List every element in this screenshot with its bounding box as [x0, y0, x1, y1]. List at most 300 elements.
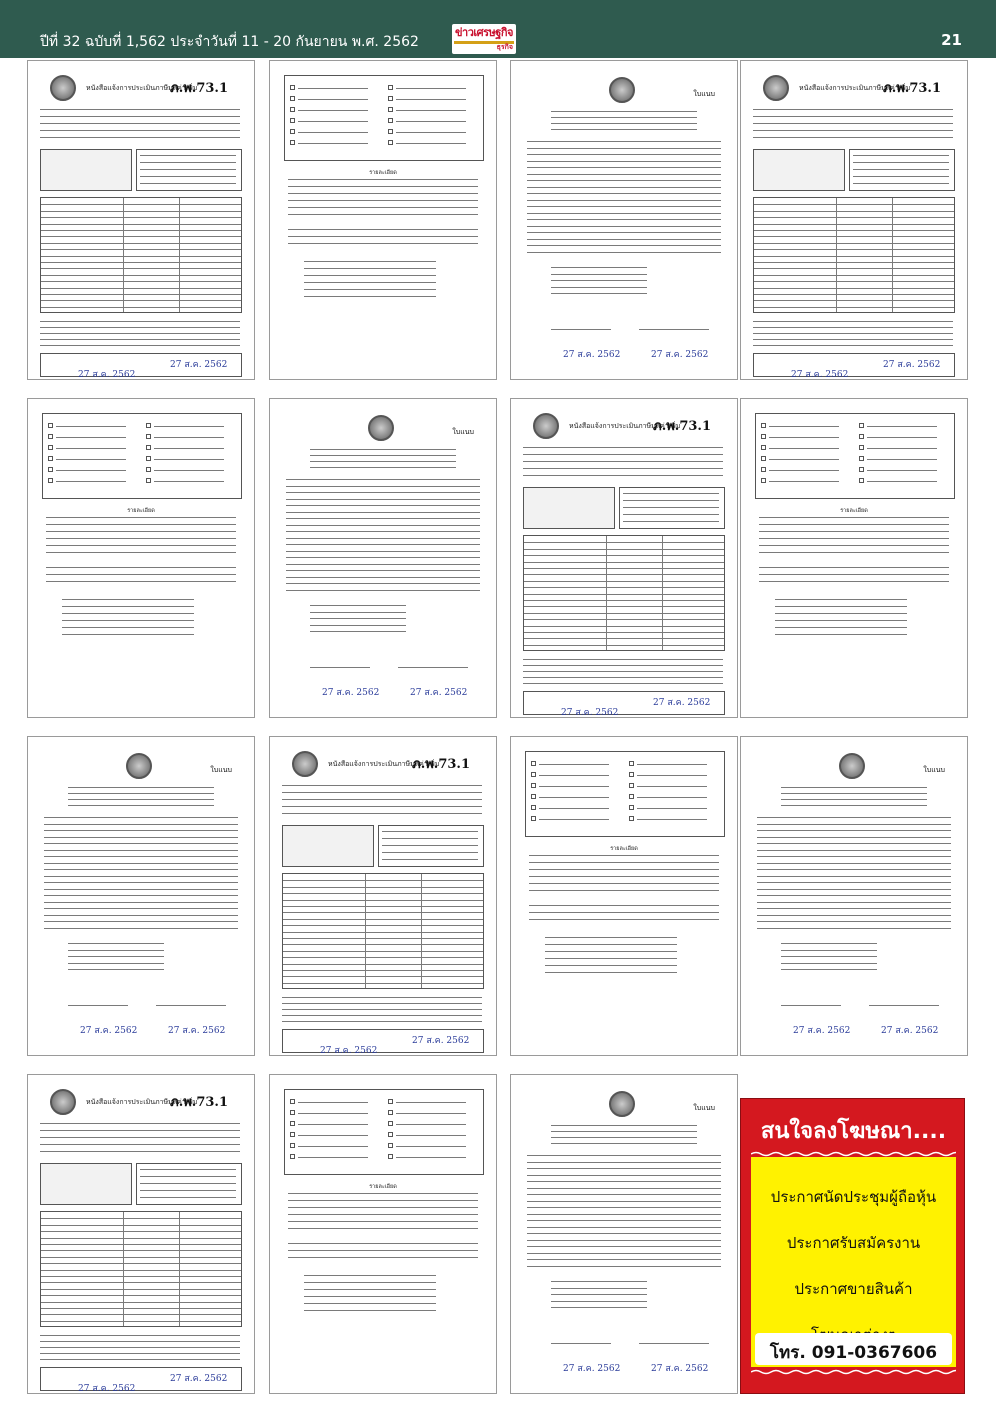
sign-date: 27 ส.ค. 2562: [563, 350, 621, 360]
amount-line: [310, 605, 406, 606]
checkbox: [531, 805, 536, 810]
footer-line: [753, 321, 953, 322]
table-row: [41, 307, 241, 308]
list-line: [304, 268, 436, 269]
form-title: หนังสือแจ้งการประเมินภาษีมูลค่าเพิ่ม: [799, 84, 911, 92]
sign-date: 27 ส.ค. 2562: [78, 370, 136, 380]
info-line: [140, 1190, 236, 1191]
body-line: [529, 855, 719, 856]
section-header: รายละเอียด: [369, 1184, 397, 1190]
seal-emblem: [292, 751, 318, 777]
table-row: [41, 1270, 241, 1271]
info-line: [853, 169, 949, 170]
checkbox-label: [396, 132, 466, 133]
checkbox: [388, 129, 393, 134]
header-line: [282, 806, 482, 807]
header-line: [40, 1144, 240, 1145]
info-line: [382, 845, 478, 846]
footer-line: [40, 1347, 240, 1348]
body-line: [44, 889, 238, 890]
body-line: [286, 577, 480, 578]
body-line: [527, 154, 721, 155]
seal-emblem: [368, 415, 394, 441]
list-line: [304, 1289, 436, 1290]
checkbox: [48, 456, 53, 461]
checkbox: [388, 1099, 393, 1104]
table-row: [41, 243, 241, 244]
table-row: [754, 236, 954, 237]
info-line: [623, 507, 719, 508]
checkbox-label: [867, 437, 937, 438]
table-row: [524, 594, 724, 595]
table-row: [754, 307, 954, 308]
body-line: [288, 207, 478, 208]
footer-line: [523, 659, 723, 660]
table-row: [283, 893, 483, 894]
checkbox-label: [539, 797, 609, 798]
table-row: [754, 249, 954, 250]
body-line: [46, 531, 236, 532]
table-row: [41, 211, 241, 212]
body-line: [286, 512, 480, 513]
checkbox: [48, 467, 53, 472]
table-row: [41, 230, 241, 231]
seal-emblem: [609, 77, 635, 103]
checkbox: [388, 118, 393, 123]
body-line: [527, 1188, 721, 1189]
body-line: [286, 557, 480, 558]
checkbox-label: [298, 1102, 368, 1103]
table-row: [283, 925, 483, 926]
table-row: [754, 204, 954, 205]
table-row: [41, 1289, 241, 1290]
table-row: [41, 1282, 241, 1283]
checkbox: [859, 456, 864, 461]
info-line: [382, 852, 478, 853]
title-line: [781, 793, 927, 794]
info-line: [853, 183, 949, 184]
info-line: [140, 1176, 236, 1177]
seal-emblem: [533, 413, 559, 439]
body-line: [44, 902, 238, 903]
checkbox: [629, 805, 634, 810]
header-line: [753, 130, 953, 131]
signature-line: [869, 1005, 939, 1006]
table-row: [41, 1314, 241, 1315]
info-line: [623, 514, 719, 515]
checkbox-label: [769, 470, 839, 471]
title-line: [551, 123, 697, 124]
logo-text: ข่าวเศรษฐกิจ: [455, 26, 513, 39]
checkbox-label: [298, 132, 368, 133]
checkbox-label: [298, 110, 368, 111]
info-line: [140, 162, 236, 163]
body-line: [44, 830, 238, 831]
amount-line: [781, 956, 877, 957]
info-line: [140, 183, 236, 184]
table-col: [123, 1212, 124, 1326]
signature-line: [639, 329, 709, 330]
seal-emblem: [50, 75, 76, 101]
checkbox-label: [396, 1135, 466, 1136]
body-line: [46, 581, 236, 582]
table-row: [41, 262, 241, 263]
form-title: หนังสือแจ้งการประเมินภาษีมูลค่าเพิ่ม: [569, 422, 681, 430]
body-line: [44, 882, 238, 883]
header-line: [523, 447, 723, 448]
body-line: [46, 524, 236, 525]
body-line: [44, 908, 238, 909]
tax-notice-page: [269, 398, 497, 718]
body-line: [527, 148, 721, 149]
list-line: [304, 1296, 436, 1297]
checkbox-label: [298, 88, 368, 89]
body-line: [288, 186, 478, 187]
checkbox: [388, 85, 393, 90]
body-line: [529, 869, 719, 870]
amount-line: [551, 274, 647, 275]
advertisement: [740, 1098, 965, 1394]
table-row: [754, 224, 954, 225]
header-line: [40, 123, 240, 124]
body-line: [288, 236, 478, 237]
tax-notice-page: [510, 1074, 738, 1394]
checkbox: [290, 96, 295, 101]
tax-notice-page: [740, 398, 968, 718]
tax-table: [40, 197, 242, 313]
body-line: [44, 856, 238, 857]
amount-line: [310, 612, 406, 613]
checkbox-label: [298, 143, 368, 144]
checkbox-label: [396, 143, 466, 144]
info-line: [140, 1169, 236, 1170]
header-line: [753, 137, 953, 138]
table-row: [41, 300, 241, 301]
checkbox: [629, 772, 634, 777]
body-line: [288, 1243, 478, 1244]
form-code: ภ.พ.73.1: [883, 81, 941, 96]
body-line: [286, 518, 480, 519]
checkbox: [146, 434, 151, 439]
body-line: [288, 179, 478, 180]
signature-line: [551, 1343, 611, 1344]
header-line: [523, 468, 723, 469]
signature-line: [156, 1005, 226, 1006]
sign-date: 27 ส.ค. 2562: [412, 1036, 470, 1046]
sign-date: 27 ส.ค. 2562: [322, 688, 380, 698]
checkbox: [48, 423, 53, 428]
form-title: หนังสือแจ้งการประเมินภาษีมูลค่าเพิ่ม: [86, 1098, 198, 1106]
table-row: [41, 1231, 241, 1232]
table-row: [754, 243, 954, 244]
checkbox: [290, 129, 295, 134]
table-row: [524, 619, 724, 620]
table-row: [41, 1218, 241, 1219]
list-line: [545, 958, 677, 959]
body-line: [44, 837, 238, 838]
checkbox-label: [56, 481, 126, 482]
section-header: รายละเอียด: [840, 508, 868, 514]
title-line: [551, 1137, 697, 1138]
ad-item: ประกาศรับสมัครงาน: [786, 1234, 921, 1252]
info-line: [853, 176, 949, 177]
footer-line: [40, 1359, 240, 1360]
ad-item: ประกาศขายสินค้า: [794, 1280, 913, 1298]
header-line: [523, 454, 723, 455]
header-line: [40, 1137, 240, 1138]
tax-table: [282, 873, 484, 989]
body-line: [527, 252, 721, 253]
info-line: [623, 500, 719, 501]
list-line: [304, 1275, 436, 1276]
body-line: [527, 1253, 721, 1254]
page-header: [0, 0, 996, 58]
checkbox: [761, 456, 766, 461]
body-line: [527, 1214, 721, 1215]
checkbox-label: [396, 110, 466, 111]
body-line: [527, 1181, 721, 1182]
footer-line: [40, 345, 240, 346]
body-line: [759, 538, 949, 539]
info-box: [40, 149, 132, 191]
body-line: [757, 850, 951, 851]
tax-notice-page: [27, 398, 255, 718]
body-line: [757, 863, 951, 864]
list-line: [62, 627, 194, 628]
body-line: [288, 1257, 478, 1258]
body-line: [759, 581, 949, 582]
amount-line: [551, 1288, 647, 1289]
table-row: [524, 600, 724, 601]
signature-line: [398, 667, 468, 668]
body-line: [527, 1194, 721, 1195]
body-line: [527, 1240, 721, 1241]
title-line: [781, 787, 927, 788]
body-line: [46, 574, 236, 575]
table-row: [524, 568, 724, 569]
body-line: [288, 229, 478, 230]
checkbox-label: [769, 437, 839, 438]
table-row: [41, 217, 241, 218]
checkbox: [629, 794, 634, 799]
body-line: [529, 862, 719, 863]
form-code: ภ.พ.73.1: [170, 81, 228, 96]
body-line: [527, 1259, 721, 1260]
body-line: [757, 869, 951, 870]
body-line: [527, 200, 721, 201]
body-line: [44, 869, 238, 870]
table-row: [41, 1276, 241, 1277]
seal-emblem: [50, 1089, 76, 1115]
header-line: [282, 785, 482, 786]
checkbox-label: [396, 88, 466, 89]
checkbox: [531, 761, 536, 766]
header-line: [753, 123, 953, 124]
table-row: [524, 581, 724, 582]
checkbox-label: [769, 481, 839, 482]
seal-emblem: [763, 75, 789, 101]
footer-line: [753, 327, 953, 328]
signature-line: [310, 667, 370, 668]
body-line: [757, 915, 951, 916]
body-line: [527, 141, 721, 142]
body-line: [288, 1221, 478, 1222]
table-row: [754, 288, 954, 289]
body-line: [286, 505, 480, 506]
checkbox-label: [867, 481, 937, 482]
body-line: [527, 226, 721, 227]
table-row: [283, 919, 483, 920]
checkbox-label: [539, 819, 609, 820]
table-row: [283, 887, 483, 888]
title-line: [781, 799, 927, 800]
list-line: [304, 296, 436, 297]
body-line: [286, 551, 480, 552]
checkbox-label: [56, 426, 126, 427]
checkbox-label: [769, 426, 839, 427]
checkbox: [290, 1121, 295, 1126]
table-col: [662, 536, 663, 650]
title-line: [310, 449, 456, 450]
info-line: [140, 176, 236, 177]
checkbox-label: [154, 437, 224, 438]
body-line: [527, 1233, 721, 1234]
section-header: รายละเอียด: [610, 846, 638, 852]
table-row: [754, 268, 954, 269]
form-code: ภ.พ.73.1: [170, 1095, 228, 1110]
body-line: [286, 538, 480, 539]
checkbox-label: [539, 764, 609, 765]
tax-notice-page: [740, 736, 968, 1056]
body-line: [527, 1155, 721, 1156]
checkbox: [388, 1143, 393, 1148]
table-row: [41, 1244, 241, 1245]
body-line: [757, 908, 951, 909]
table-row: [524, 587, 724, 588]
checkbox: [629, 816, 634, 821]
table-row: [41, 275, 241, 276]
checkbox-label: [539, 775, 609, 776]
form-title: หนังสือแจ้งการประเมินภาษีมูลค่าเพิ่ม: [328, 760, 440, 768]
body-line: [46, 545, 236, 546]
table-row: [754, 256, 954, 257]
body-line: [527, 187, 721, 188]
tax-notice-page: [269, 736, 497, 1056]
checkbox: [388, 140, 393, 145]
body-line: [527, 193, 721, 194]
list-line: [545, 965, 677, 966]
tax-table: [523, 535, 725, 651]
amount-line: [68, 956, 164, 957]
body-line: [288, 1250, 478, 1251]
checkbox: [388, 96, 393, 101]
ad-headline: สนใจลงโฆษณา....: [760, 1119, 947, 1144]
newspaper-logo: [452, 24, 516, 54]
seal-emblem: [839, 753, 865, 779]
body-line: [286, 590, 480, 591]
body-line: [757, 882, 951, 883]
table-row: [754, 300, 954, 301]
body-line: [46, 538, 236, 539]
list-line: [62, 634, 194, 635]
sign-date: 27 ส.ค. 2562: [80, 1026, 138, 1036]
table-row: [41, 1238, 241, 1239]
checkbox-label: [396, 1124, 466, 1125]
checkbox-label: [539, 808, 609, 809]
body-line: [44, 863, 238, 864]
body-line: [44, 843, 238, 844]
footer-line: [40, 1353, 240, 1354]
checkbox: [531, 772, 536, 777]
checkbox-label: [867, 459, 937, 460]
sign-date: 27 ส.ค. 2562: [563, 1364, 621, 1374]
footer-line: [753, 339, 953, 340]
header-line: [753, 116, 953, 117]
sign-date: 27 ส.ค. 2562: [320, 1046, 378, 1056]
table-row: [283, 970, 483, 971]
signature-line: [68, 1005, 128, 1006]
checkbox-label: [637, 808, 707, 809]
table-row: [283, 900, 483, 901]
footer-line: [282, 1003, 482, 1004]
checkbox: [146, 478, 151, 483]
tax-notice-page: [27, 1074, 255, 1394]
body-line: [757, 921, 951, 922]
wave-divider: [751, 1369, 956, 1375]
body-line: [757, 928, 951, 929]
checkbox: [859, 434, 864, 439]
list-line: [304, 261, 436, 262]
body-line: [757, 856, 951, 857]
checkbox: [388, 1110, 393, 1115]
amount-line: [310, 618, 406, 619]
body-line: [44, 876, 238, 877]
checkbox: [531, 783, 536, 788]
footer-line: [40, 327, 240, 328]
tax-notice-page: [510, 398, 738, 718]
body-line: [527, 1227, 721, 1228]
tax-notice-page: [510, 60, 738, 380]
body-line: [46, 517, 236, 518]
seal-emblem: [126, 753, 152, 779]
header-line: [40, 137, 240, 138]
checkbox-label: [56, 437, 126, 438]
amount-line: [551, 1301, 647, 1302]
table-col: [606, 536, 607, 650]
title-line: [551, 129, 697, 130]
list-line: [304, 1303, 436, 1304]
checkbox-label: [154, 459, 224, 460]
list-line: [62, 599, 194, 600]
attachment-label: ใบแนบ: [452, 428, 474, 436]
form-title: หนังสือแจ้งการประเมินภาษีมูลค่าเพิ่ม: [86, 84, 198, 92]
title-line: [551, 1125, 697, 1126]
checkbox-label: [637, 786, 707, 787]
table-row: [283, 906, 483, 907]
ad-item: ประกาศนัดประชุมผู้ถือหุ้น: [770, 1188, 937, 1206]
body-line: [527, 245, 721, 246]
body-line: [757, 817, 951, 818]
table-col: [421, 874, 422, 988]
amount-line: [551, 267, 647, 268]
title-line: [310, 461, 456, 462]
table-row: [283, 983, 483, 984]
signature-line: [639, 1343, 709, 1344]
body-line: [46, 552, 236, 553]
amount-line: [551, 1307, 647, 1308]
checkbox: [859, 445, 864, 450]
footer-line: [753, 345, 953, 346]
